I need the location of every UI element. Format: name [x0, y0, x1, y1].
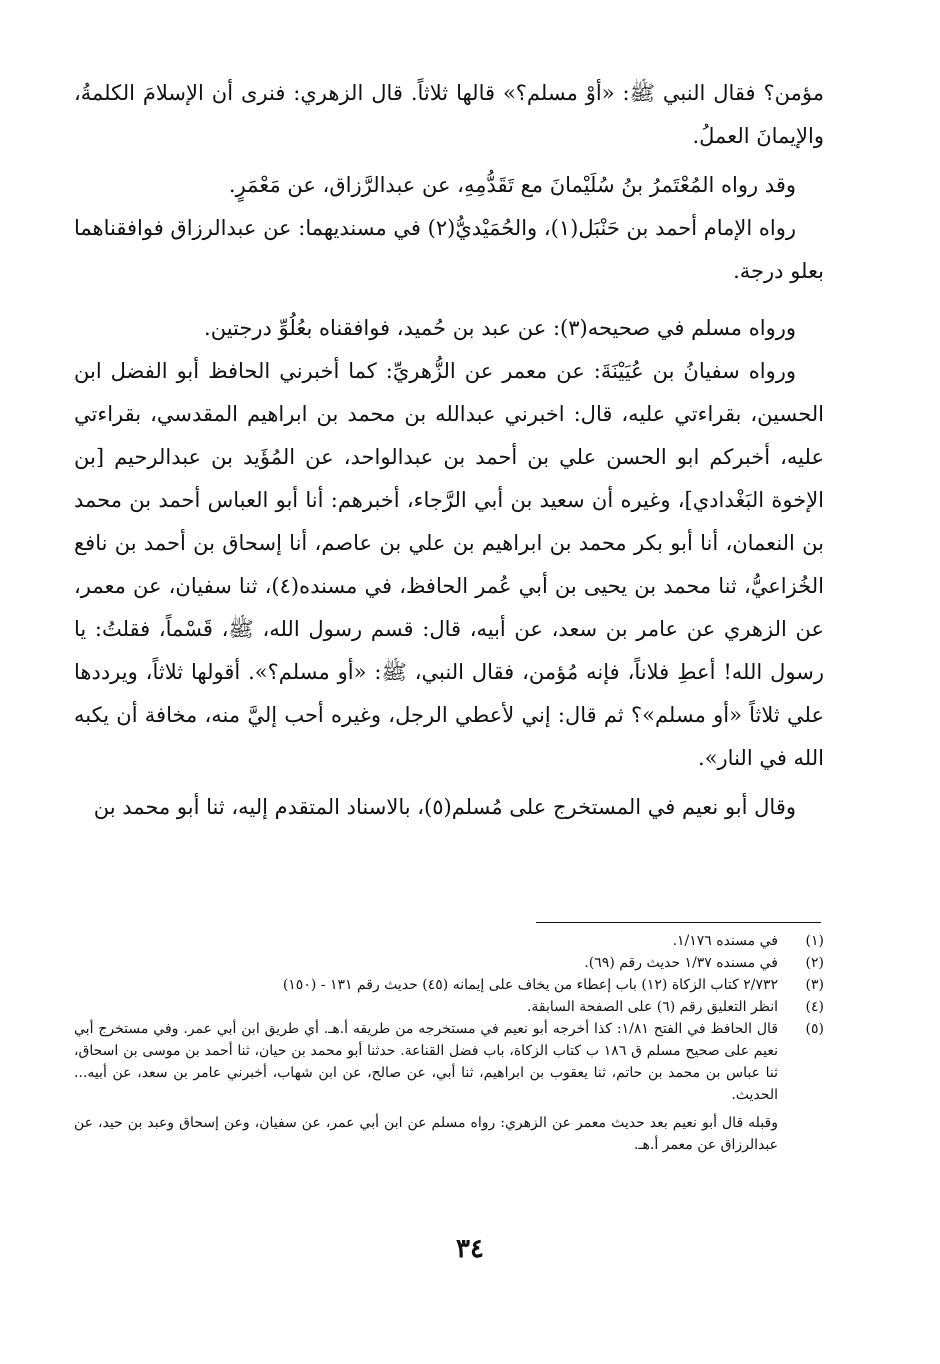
- footnote-number: (٤): [805, 999, 824, 1015]
- paragraph-1: مؤمن؟ فقال النبي ﷺ: «أوْ مسلم؟» قالها ثلاثاً. قال الزهري: فنرى أن الإسلامَ الكلمةُ، والإيمانَ العملُ.: [74, 81, 824, 148]
- footnote-number: (٣): [805, 977, 824, 993]
- footnote-5: [74, 1018, 824, 1106]
- footnote-continuation: وقبله قال أبو نعيم بعد حديث معمر عن الزهري: رواه مسلم عن ابن أبي عمر، عن سفيان، وعن إسحاق وعبد بن حيد، عن عبدالرزاق عن معمر أ.هـ.: [74, 1115, 778, 1153]
- paragraph-2: وقد رواه المُعْتَمرُ بنُ سُلَيْمانَ مع تَقَدُّمِهِ، عن عبدالرَّزاق، عن مَعْمَرٍ.: [228, 173, 796, 197]
- paragraph-5: ورواه سفيانُ بن عُيَيْنَةَ: عن معمر عن الزُّهريِّ: كما أخبرني الحافظ أبو الفضل ابن الحسين، بقراءتي عليه، قال: اخبرني عبدالله بن محمد بن ابراهيم المقدسي، بقراءتي عليه، أخبركم ابو الحسن علي بن أحمد بن عبدالواحد، عن المُؤَيد بن عبدالرحيم [بن الإخوة البَغْدادي]، وغيره أن سعيد بن أبي الرَّجاء، أخبرهم: أنا أبو العباس أحمد بن محمد بن النعمان، أنا أبو بكر محمد بن ابراهيم بن علي بن عاصم، أنا إسحاق بن أحمد بن نافع الخُزاعيُّ، ثنا محمد بن يحيى بن أبي عُمر الحافظ، في مسنده(٤)، ثنا سفيان، عن معمر، عن الزهري عن عامر بن سعد، عن أبيه، قال: قسم رسول الله، ﷺ، قَسْماً، فقلتُ: يا رسول الله! أعطِ فلاناً، فإنه مُؤمن، فقال النبي، ﷺ: «أو مسلم؟». أقولها ثلاثاً، ويرددها علي ثلاثاً «أو مسلم»؟ ثم قال: إني لأعطي الرجل، وغيره أحب إليَّ منه، مخافة أن يكبه الله في النار».: [74, 359, 824, 770]
- footnote-text: في مسنده ١/١٧٦.: [672, 933, 778, 949]
- footnotes: [74, 930, 824, 1156]
- main-text: [74, 72, 824, 829]
- footnote-3: [74, 974, 824, 996]
- footnote-text: ٢/٧٣٢ كتاب الزكاة (١٢) باب إعطاء من يخاف على إيمانه (٤٥) حديث رقم ١٣١ - (١٥٠): [282, 977, 778, 993]
- paragraph-4: ورواه مسلم في صحيحه(٣): عن عبد بن حُميد، فوافقناه بعُلُوِّ درجتين.: [204, 316, 796, 340]
- footnote-4: [74, 996, 824, 1018]
- footnote-number: (١): [805, 933, 824, 949]
- footnote-2: [74, 952, 824, 974]
- footnote-divider: [536, 922, 821, 923]
- footnote-number: (٢): [805, 955, 824, 971]
- footnote-1: [74, 930, 824, 952]
- footnote-text: قال الحافظ في الفتح ١/٨١: كذا أخرجه أبو نعيم في مستخرجه من طريقه أ.هـ. أي طريق ابن أبي عمر. وفي مستخرج أبي نعيم على صحيح مسلم ق ١٨٦ ب كتاب الزكاة، باب فضل القناعة. حدثنا أبو محمد بن حيان، ثنا أحمد بن موسى بن اسحاق، ثنا عباس بن محمد بن حاتم، ثنا يعقوب بن ابراهيم، ثنا أبي، عن صالح، عن ابن شهاب، أخبرني عامر بن سعد، عن أبيه... الحديث.: [74, 1021, 779, 1103]
- paragraph-3: رواه الإمام أحمد بن حَنْبَل(١)، والحُمَيْديُّ(٢) في مسنديهما: عن عبدالرزاق فوافقناهما بعلو درجة.: [74, 216, 824, 283]
- footnote-text: انظر التعليق رقم (٦) على الصفحة السابقة.: [526, 999, 778, 1015]
- footnote-number: (٥): [805, 1021, 824, 1037]
- page-number: ٣٤: [456, 1234, 484, 1264]
- paragraph-6: وقال أبو نعيم في المستخرج على مُسلم(٥)، بالاسناد المتقدم إليه، ثنا أبو محمد بن: [93, 795, 796, 819]
- footnote-text: في مسنده ١/٣٧ حديث رقم (٦٩).: [584, 955, 778, 971]
